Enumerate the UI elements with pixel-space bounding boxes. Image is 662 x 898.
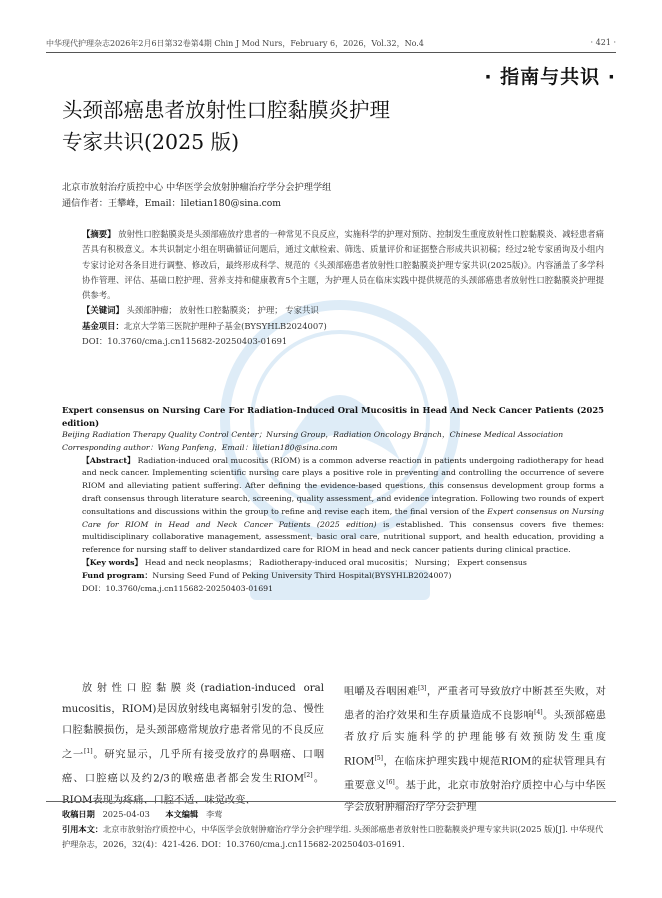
body-text: ，严重者可导致放疗中断甚至失败，对患者的治疗效果和生存质量造成不良影响 (344, 686, 606, 722)
abstract-label: 【摘要】 (82, 229, 116, 239)
english-title: Expert consensus on Nursing Care For Radiation-Induced Oral Mucositis in Head And Neck Cancer Patients (2025 edition) (62, 405, 604, 428)
author-block (62, 180, 331, 212)
body-text: ，在临床护理实践中规范RIOM的症状管理具有重要意义 (344, 756, 606, 792)
journal-line: 中华现代护理杂志2026年2月6日第32卷第4期 Chin J Mod Nurs，February 6，2026，Vol.32，No.4 (46, 39, 424, 48)
header-rule (46, 52, 616, 53)
body-text: 。头颈部癌患者放疗后实施科学的护理能够有效预防发生重度RIOM (344, 710, 606, 768)
body-text: 。RIOM表现为疼痛、口腔不适、味觉改变、 (62, 773, 325, 806)
footer-notes (62, 807, 604, 852)
running-header (46, 38, 616, 49)
english-abstract-text-1: Radiation-induced oral mucositis (RIOM) is a common adverse reaction in patients undergoing radiotherapy for head and neck cancer. Implementing scientific nursing care plays a positive role in preventing and controlling the occurrence of severe RIOM and alleviating patient suffering. After defining the evidence-based questions, this consensus development group forms a draft consensus through literature search, screening, quality assessment, and evidence integration. Following two rounds of expert consultations and discussions within the group to refine and revise each item, the final version of the (82, 455, 604, 516)
column-name: · 指南与共识 · (484, 66, 616, 88)
received-label: 收稿日期 (62, 809, 95, 819)
reference-mark[interactable]: [3] (417, 685, 427, 692)
english-fund-label: Fund program： (82, 570, 153, 580)
citation-text: 北京市放射治疗质控中心，中华医学会放射肿瘤治疗学分会护理学组. 头颈部癌患者放射性口腔黏膜炎护理专家共识(2025 版)[J]. 中华现代护理杂志，2026，32(4)：421-426. DOI：10.3760/cma.j.cn115682-20250403-01691. (62, 824, 604, 849)
reference-mark[interactable]: [5] (374, 754, 383, 762)
english-keywords-text: Head and neck neoplasms； Radiotherapy-induced oral mucositis； Nursing； Expert consensus (144, 557, 527, 567)
english-corresponding-author: Corresponding author：Wang Panfeng，Email：liletian180@sina.com (62, 442, 338, 452)
citation-label: 引用本文： (62, 824, 103, 834)
english-abstract-text-2: is established. This consensus covers five themes: multidisciplinary collaborative management, assessment, basic oral care, nutritional support, and health education, providing a reference for nursing staff to deliver standardized care for RIOM in head and neck cancer patients during clinical practice. (82, 519, 604, 555)
english-keywords-label: 【Key words】 (82, 557, 143, 567)
article-title (62, 94, 390, 158)
received-date: 2025-04-03 (102, 809, 150, 819)
reference-mark[interactable]: [4] (534, 709, 543, 717)
body-text: 。基于此，北京市放射治疗质控中心与中华医学会放射肿瘤治疗学分会护理 (344, 780, 606, 813)
body-column-right (344, 678, 606, 818)
english-fund-text: Nursing Seed Fund of Peking University Third Hospital(BYSYHLB2024007) (152, 570, 452, 580)
title-line-2: 专家共识(2025 版) (62, 130, 240, 154)
author-affiliation: 北京市放射治疗质控中心 中华医学会放射肿瘤治疗学分会护理学组 (62, 182, 332, 193)
body-text: 咀嚼及吞咽困难 (344, 686, 418, 698)
doi-text: DOI：10.3760/cma.j.cn115682-20250403-01691 (82, 336, 288, 347)
chinese-abstract (62, 227, 604, 349)
editor-label: 本文编辑 (165, 809, 199, 819)
editor-name: 李莺 (206, 809, 223, 819)
english-affiliation: Beijing Radiation Therapy Quality Control Center；Nursing Group，Radiation Oncology Branch，Chinese Medical Association (62, 430, 564, 439)
title-line-1: 头颈部癌患者放射性口腔黏膜炎护理 (62, 98, 390, 122)
keywords-label: 【关键词】 (82, 305, 124, 316)
body-text: 放射性口腔黏膜炎(radiation-induced oral mucositis，RIOM)是因放射线电离辐射引发的急、慢性口腔黏膜损伤，是头颈部癌常规放疗患者常见的不良反应之一 (62, 683, 324, 761)
body-column-left (62, 678, 324, 811)
english-abstract (62, 404, 604, 595)
footer-rule (46, 801, 616, 802)
body-text: 。研究显示，几乎所有接受放疗的鼻咽癌、口咽癌、口腔癌以及约2/3的喉癌患者都会发生RIOM (62, 749, 325, 785)
page-number: · 421 · (590, 38, 616, 47)
abstract-text: 放射性口腔黏膜炎是头颈部癌放疗患者的一种常见不良反应，实施科学的护理对预防、控制发生重度放射性口腔黏膜炎、减轻患者痛苦具有积极意义。本共识制定小组在明确循证问题后，通过文献检索、筛选、质量评价和证据整合形成共识初稿；经过2轮专家函询及小组内专家讨论对各条目进行调整、修改后，最终形成科学、规范的《头颈部癌患者放射性口腔黏膜炎护理专家共识(2025版)》。内容涵盖了多学科协作管理、评估、基础口腔护理、营养支持和健康教育5个主题，为护理人员在临床实践中提供规范的头颈部癌患者放射性口腔黏膜炎护理提供参考。 (82, 229, 605, 301)
fund-label: 基金项目： (82, 320, 124, 331)
keywords-text: 头颈部肿瘤； 放射性口腔黏膜炎； 护理； 专家共识 (126, 305, 319, 316)
reference-mark[interactable]: [1] (84, 748, 93, 755)
english-abstract-label: 【Abstract】 (82, 455, 135, 465)
corresponding-author: 通信作者：王攀峰，Email：liletian180@sina.com (62, 198, 282, 209)
english-abstract-text-italic: Expert consensus on Nursing Care for RIOM in Head and Neck Cancer Patients (2025 edition) (82, 506, 604, 529)
reference-mark[interactable]: [6] (386, 779, 395, 787)
fund-text: 北京大学第三医院护理种子基金(BYSYHLB2024007) (123, 320, 327, 331)
reference-mark[interactable]: [2] (304, 772, 313, 780)
english-doi-text: DOI：10.3760/cma.j.cn115682-20250403-01691 (82, 583, 274, 593)
